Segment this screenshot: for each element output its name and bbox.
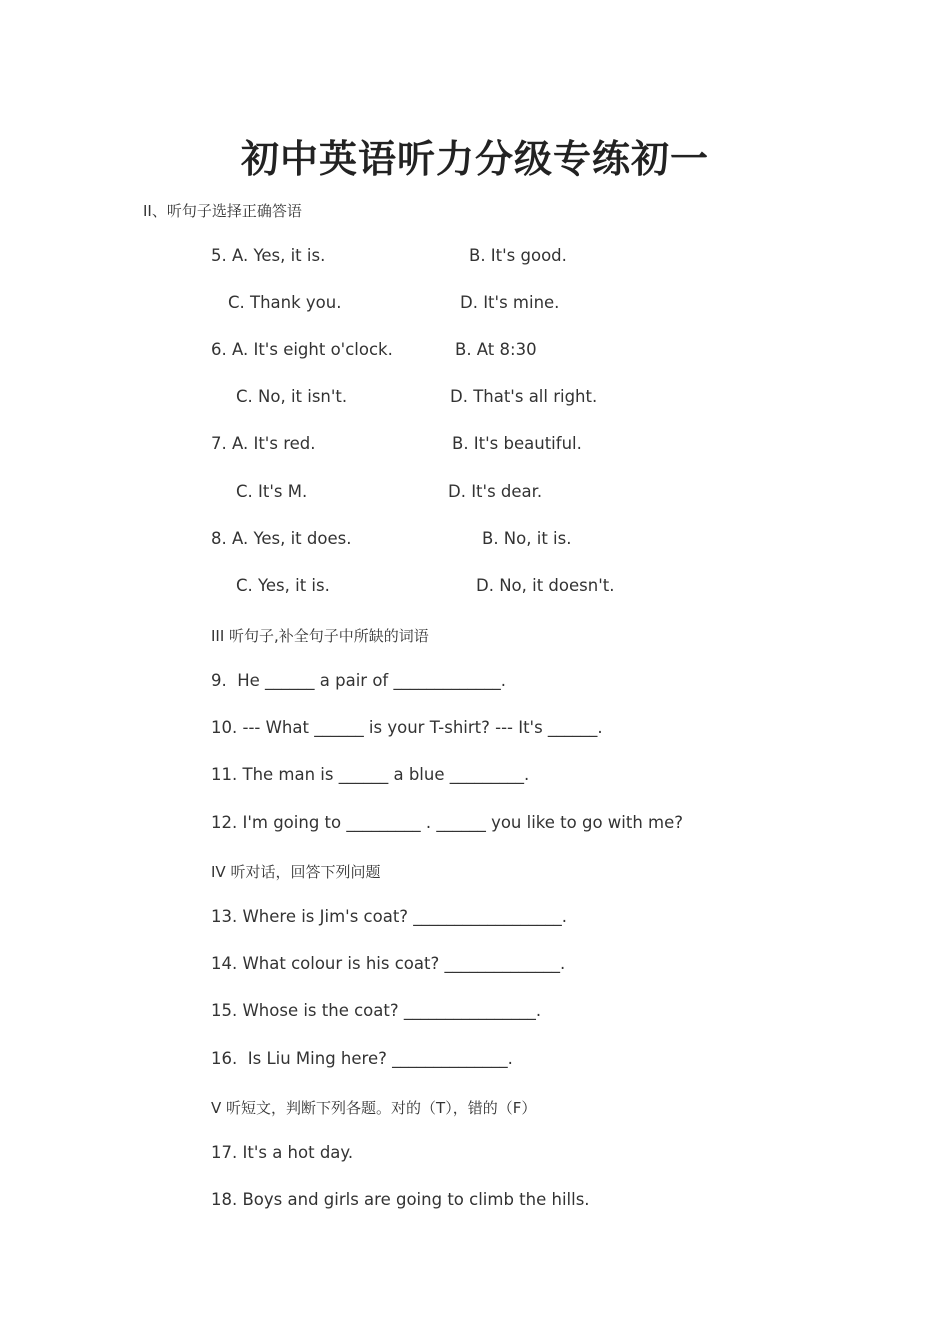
section-iii-heading: III 听句子,补全句子中所缺的词语 — [211, 627, 429, 645]
question-10: 10. --- What ______ is your T-shirt? --- It's ______. — [211, 718, 603, 737]
question-15: 15. Whose is the coat? ________________. — [211, 1001, 542, 1020]
q8-option-d: D. No, it doesn't. — [476, 576, 615, 595]
q7-option-a: 7. A. It's red. — [211, 434, 316, 453]
section-iv-heading: IV 听对话，回答下列问题 — [211, 863, 381, 881]
q8-option-a: 8. A. Yes, it does. — [211, 529, 352, 548]
q6-option-b: B. At 8:30 — [455, 340, 537, 359]
q6-option-c: C. No, it isn't. — [236, 387, 348, 406]
question-18: 18. Boys and girls are going to climb the hills. — [211, 1190, 590, 1209]
q7-option-b: B. It's beautiful. — [452, 434, 582, 453]
q5-option-a: 5. A. Yes, it is. — [211, 246, 326, 265]
question-14: 14. What colour is his coat? ______________. — [211, 954, 566, 973]
q8-option-b: B. No, it is. — [482, 529, 572, 548]
q6-option-d: D. That's all right. — [450, 387, 598, 406]
question-16: 16. Is Liu Ming here? ______________. — [211, 1049, 513, 1068]
question-13: 13. Where is Jim's coat? __________________. — [211, 907, 568, 926]
page-title: 初中英语听力分级专练初一 — [240, 136, 709, 181]
q8-option-c: C. Yes, it is. — [236, 576, 330, 595]
question-11: 11. The man is ______ a blue _________. — [211, 765, 530, 784]
q7-option-d: D. It's dear. — [448, 482, 543, 501]
question-12: 12. I'm going to _________ . ______ you like to go with me? — [211, 813, 684, 832]
question-17: 17. It's a hot day. — [211, 1143, 354, 1162]
section-v-heading: V 听短文，判断下列各题。对的（T），错的（F） — [211, 1099, 537, 1117]
q6-option-a: 6. A. It's eight o'clock. — [211, 340, 393, 359]
question-9: 9. He ______ a pair of _____________. — [211, 671, 506, 690]
q5-option-c: C. Thank you. — [228, 293, 342, 312]
q7-option-c: C. It's M. — [236, 482, 308, 501]
q5-option-d: D. It's mine. — [460, 293, 560, 312]
q5-option-b: B. It's good. — [469, 246, 567, 265]
section-ii-heading: II、听句子选择正确答语 — [143, 202, 302, 220]
